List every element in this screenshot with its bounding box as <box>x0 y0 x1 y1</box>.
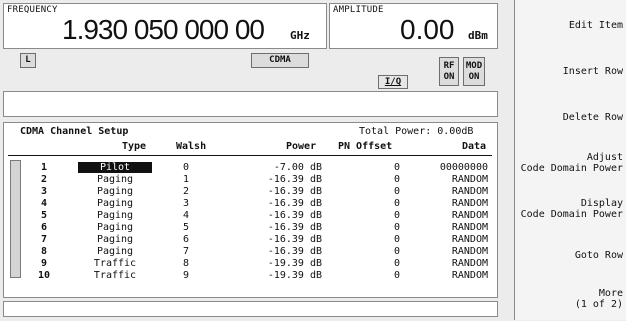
adjust-code-domain-power-softkey[interactable] <box>515 140 626 185</box>
power-cell[interactable]: -16.39 dB <box>267 234 322 245</box>
softkey-label-line2: Code Domain Power <box>520 163 623 174</box>
frequency-unit: GHz <box>290 29 310 42</box>
header-pn-offset: PN Offset <box>338 141 393 152</box>
status-row <box>3 50 498 88</box>
pn-offset-cell[interactable]: 0 <box>393 174 400 185</box>
header-walsh: Walsh <box>176 141 207 152</box>
message-entry-area <box>3 91 498 117</box>
goto-row-softkey[interactable] <box>515 232 626 277</box>
table-row[interactable] <box>4 246 499 258</box>
rf-on-indicator <box>439 57 459 86</box>
row-number: 7 <box>40 234 48 245</box>
cdma-mode-indicator: CDMA <box>251 53 309 68</box>
data-cell[interactable]: RANDOM <box>451 198 488 209</box>
walsh-cell[interactable]: 1 <box>182 174 190 185</box>
frequency-label: FREQUENCY <box>7 5 58 15</box>
table-row[interactable] <box>4 186 499 198</box>
pn-offset-cell[interactable]: 0 <box>393 270 400 281</box>
row-number: 3 <box>40 186 48 197</box>
amplitude-panel[interactable] <box>329 3 498 49</box>
row-number: 10 <box>37 270 51 281</box>
softkey-label: Goto Row <box>574 250 623 261</box>
data-cell[interactable]: RANDOM <box>451 186 488 197</box>
walsh-cell[interactable]: 3 <box>182 198 190 209</box>
data-cell[interactable]: RANDOM <box>451 270 488 281</box>
walsh-cell[interactable]: 6 <box>182 234 190 245</box>
table-row[interactable] <box>4 270 499 282</box>
softkey-label-line2: Code Domain Power <box>520 209 623 220</box>
amplitude-unit: dBm <box>468 29 488 42</box>
delete-row-softkey[interactable] <box>515 94 626 139</box>
pn-offset-cell[interactable]: 0 <box>393 210 400 221</box>
type-cell[interactable]: Paging <box>96 174 134 185</box>
type-cell[interactable]: Paging <box>96 186 134 197</box>
header-type: Type <box>122 141 147 152</box>
table-row[interactable] <box>4 210 499 222</box>
data-cell[interactable]: RANDOM <box>451 246 488 257</box>
row-number: 5 <box>40 210 48 221</box>
data-cell[interactable]: RANDOM <box>451 174 488 185</box>
power-cell[interactable]: -19.39 dB <box>267 258 322 269</box>
walsh-cell[interactable]: 9 <box>182 270 190 281</box>
power-cell[interactable]: -16.39 dB <box>267 210 322 221</box>
power-cell[interactable]: -16.39 dB <box>267 186 322 197</box>
mod-indicator-line2: ON <box>468 72 480 82</box>
softkey-label: Insert Row <box>562 66 623 77</box>
power-cell[interactable]: -16.39 dB <box>267 198 322 209</box>
amplitude-value: 0.00 <box>400 14 455 45</box>
table-row[interactable] <box>4 174 499 186</box>
pn-offset-cell[interactable]: 0 <box>393 234 400 245</box>
row-number: 6 <box>40 222 48 233</box>
cdma-channel-table <box>3 122 498 298</box>
data-cell[interactable]: RANDOM <box>451 210 488 221</box>
type-cell[interactable]: Paging <box>96 222 134 233</box>
pn-offset-cell[interactable]: 0 <box>393 258 400 269</box>
header-divider <box>8 155 492 156</box>
display-code-domain-power-softkey[interactable] <box>515 186 626 231</box>
walsh-cell[interactable]: 7 <box>182 246 190 257</box>
walsh-cell[interactable]: 8 <box>182 258 190 269</box>
softkey-label: Delete Row <box>562 112 623 123</box>
type-cell[interactable]: Pilot <box>78 162 152 173</box>
power-cell[interactable]: -19.39 dB <box>267 270 322 281</box>
table-row[interactable] <box>4 234 499 246</box>
row-number: 4 <box>40 198 48 209</box>
walsh-cell[interactable]: 2 <box>182 186 190 197</box>
data-cell[interactable]: RANDOM <box>451 222 488 233</box>
amplitude-label: AMPLITUDE <box>333 5 384 15</box>
table-row[interactable] <box>4 222 499 234</box>
edit-item-softkey[interactable] <box>515 2 626 47</box>
data-cell[interactable]: 00000000 <box>439 162 488 173</box>
more-softkey[interactable] <box>515 276 626 321</box>
pn-offset-cell[interactable]: 0 <box>393 246 400 257</box>
rf-indicator-line1: RF <box>443 61 455 71</box>
power-cell[interactable]: -16.39 dB <box>267 174 322 185</box>
softkey-label-line2: (1 of 2) <box>574 299 623 310</box>
header-data: Data <box>462 141 487 152</box>
pn-offset-cell[interactable]: 0 <box>393 162 400 173</box>
status-message-strip <box>3 301 498 317</box>
row-number: 2 <box>40 174 48 185</box>
softkey-label-line1: More <box>598 288 623 299</box>
softkey-label-line1: Adjust <box>586 152 623 163</box>
iq-indicator: I/Q <box>378 75 408 89</box>
softkey-label-line1: Display <box>580 198 623 209</box>
row-number: 1 <box>40 162 48 173</box>
type-cell[interactable]: Paging <box>96 198 134 209</box>
walsh-cell[interactable]: 0 <box>182 162 190 173</box>
row-number: 9 <box>40 258 48 269</box>
type-cell[interactable]: Traffic <box>93 270 137 281</box>
walsh-cell[interactable]: 5 <box>182 222 190 233</box>
pn-offset-cell[interactable]: 0 <box>393 186 400 197</box>
table-row[interactable] <box>4 198 499 210</box>
power-cell[interactable]: -16.39 dB <box>267 246 322 257</box>
power-cell[interactable]: -16.39 dB <box>267 222 322 233</box>
table-row[interactable] <box>4 162 499 174</box>
type-cell[interactable]: Paging <box>96 234 134 245</box>
data-cell[interactable]: RANDOM <box>451 234 488 245</box>
type-cell[interactable]: Paging <box>96 210 134 221</box>
softkey-panel <box>514 0 626 320</box>
local-indicator: L <box>20 53 36 68</box>
row-number: 8 <box>40 246 48 257</box>
type-cell[interactable]: Traffic <box>93 258 137 269</box>
header-power: Power <box>286 141 317 152</box>
softkey-label: Edit Item <box>568 20 623 31</box>
pn-offset-cell[interactable]: 0 <box>393 222 400 233</box>
frequency-value: 1.930 050 000 00 <box>62 14 264 45</box>
type-cell[interactable]: Paging <box>96 246 134 257</box>
total-power: Total Power: 0.00dB <box>359 126 474 137</box>
mod-on-indicator <box>463 57 485 86</box>
insert-row-softkey[interactable] <box>515 48 626 93</box>
mod-indicator-line1: MOD <box>465 61 483 71</box>
rf-indicator-line2: ON <box>443 72 455 82</box>
pn-offset-cell[interactable]: 0 <box>393 198 400 209</box>
data-cell[interactable]: RANDOM <box>451 258 488 269</box>
table-title: CDMA Channel Setup <box>20 126 129 137</box>
power-cell[interactable]: -7.00 dB <box>273 162 322 173</box>
table-row[interactable] <box>4 258 499 270</box>
walsh-cell[interactable]: 4 <box>182 210 190 221</box>
frequency-panel[interactable] <box>3 3 327 49</box>
